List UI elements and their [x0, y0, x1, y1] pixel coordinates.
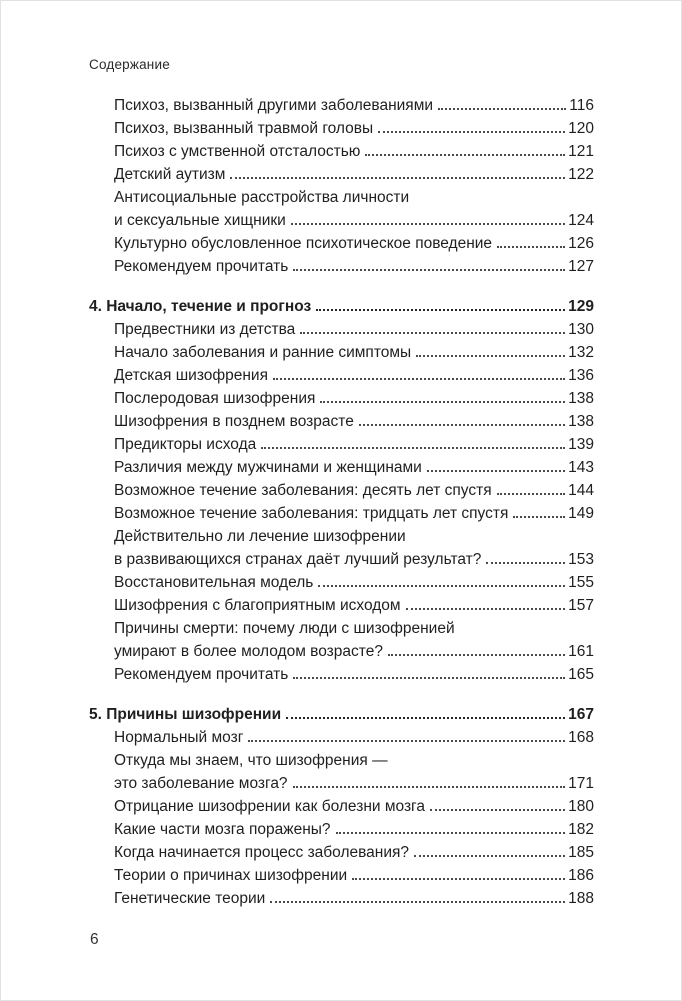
toc-entry	[89, 255, 594, 278]
toc-entry-page-number: 139	[568, 436, 594, 453]
toc-entry-page-number: 138	[568, 413, 594, 430]
toc-entry	[89, 795, 594, 818]
toc-entry-page-number: 185	[568, 844, 594, 861]
toc-entry-text: в развивающихся странах даёт лучший результат?	[114, 551, 482, 568]
toc-entry-page-number: 165	[568, 666, 594, 683]
toc-entry	[89, 617, 594, 663]
page-number: 6	[90, 931, 99, 948]
dot-leader	[359, 424, 565, 426]
toc-entry-page-number: 157	[568, 597, 594, 614]
dot-leader	[261, 447, 565, 449]
toc-entry-line	[114, 726, 594, 749]
toc-group	[89, 94, 594, 278]
toc-entry	[89, 456, 594, 479]
toc-entry-text: Какие части мозга поражены?	[114, 821, 331, 838]
toc-entry-text: Генетические теории	[114, 890, 266, 907]
toc-entry-page-number: 122	[568, 166, 594, 183]
toc-entry	[89, 841, 594, 864]
toc-entry-text: Шизофрения в позднем возрасте	[114, 413, 354, 430]
toc-entry-line	[114, 887, 594, 910]
toc-entry-page-number: 126	[568, 235, 594, 252]
toc-entry-text: Восстановительная модель	[114, 574, 314, 591]
toc-entry-text: Рекомендуем прочитать	[114, 666, 289, 683]
dot-leader	[378, 131, 565, 133]
toc-entry-line	[114, 364, 594, 387]
dot-leader	[438, 108, 566, 110]
toc-entry-line: Причины смерти: почему люди с шизофренией	[114, 620, 455, 637]
toc-entry-line	[114, 864, 594, 887]
toc-entry-text: Теории о причинах шизофрении	[114, 867, 348, 884]
toc-entry-line	[114, 255, 594, 278]
toc-entry-text: Культурно обусловленное психотическое поведение	[114, 235, 493, 252]
toc-entry	[89, 163, 594, 186]
toc-entry-text: Различия между мужчинами и женщинами	[114, 459, 422, 476]
toc-entry-page-number: 121	[568, 143, 594, 160]
dot-leader	[270, 901, 565, 903]
toc-entry	[89, 525, 594, 571]
toc-entry-page-number: 167	[568, 706, 594, 723]
dot-leader	[414, 855, 565, 857]
dot-leader	[427, 470, 565, 472]
toc-entry	[89, 94, 594, 117]
toc-entry-page-number: 153	[568, 551, 594, 568]
toc-entry-line	[114, 140, 594, 163]
toc-entry-line	[114, 772, 594, 795]
toc-entry-text: Шизофрения с благоприятным исходом	[114, 597, 401, 614]
toc-entry-line	[114, 232, 594, 255]
toc-section-heading	[89, 703, 594, 726]
toc-entry-text: Предвестники из детства	[114, 321, 296, 338]
toc-entry-page-number: 120	[568, 120, 594, 137]
toc-entry-page-number: 124	[568, 212, 594, 229]
dot-leader	[293, 269, 565, 271]
dot-leader	[291, 223, 565, 225]
toc-entry	[89, 410, 594, 433]
dot-leader	[416, 355, 565, 357]
toc-entry-text: Послеродовая шизофрения	[114, 390, 316, 407]
toc-entry-page-number: 116	[569, 97, 594, 114]
toc-entry-page-number: 144	[568, 482, 594, 499]
toc-group	[89, 295, 594, 686]
toc-entry	[89, 318, 594, 341]
dot-leader	[430, 809, 565, 811]
toc-entry-text: и сексуальные хищники	[114, 212, 286, 229]
toc-entry-page-number: 136	[568, 367, 594, 384]
toc-entry-line	[114, 548, 594, 571]
toc-entry-line: Антисоциальные расстройства личности	[114, 189, 410, 206]
toc-entry-page-number: 182	[568, 821, 594, 838]
toc-entry-line	[114, 571, 594, 594]
toc-entry-text: Детская шизофрения	[114, 367, 268, 384]
toc-entry-page-number: 171	[568, 775, 594, 792]
toc-entry	[89, 571, 594, 594]
toc-entry	[89, 364, 594, 387]
toc-entry-line	[114, 341, 594, 364]
toc-entry-text: Когда начинается процесс заболевания?	[114, 844, 410, 861]
toc-entry-page-number: 127	[568, 258, 594, 275]
toc-entry	[89, 502, 594, 525]
toc-entry-page-number: 168	[568, 729, 594, 746]
page-header-title: Содержание	[89, 57, 170, 72]
toc-entry-text: это заболевание мозга?	[114, 775, 288, 792]
toc-entry	[89, 387, 594, 410]
dot-leader	[497, 493, 566, 495]
toc-entry-text: умирают в более молодом возрасте?	[114, 643, 383, 660]
toc-entry	[89, 232, 594, 255]
dot-leader	[248, 740, 565, 742]
toc-entry-line	[114, 818, 594, 841]
dot-leader	[286, 717, 565, 719]
toc-entry	[89, 749, 594, 795]
toc-entry-line	[114, 479, 594, 502]
toc-entry-line	[114, 163, 594, 186]
toc-entry-text: Детский аутизм	[114, 166, 226, 183]
toc-entry-page-number: 149	[568, 505, 594, 522]
toc-entry	[89, 663, 594, 686]
toc-entry	[89, 594, 594, 617]
dot-leader	[513, 516, 565, 518]
toc-entry-page-number: 143	[568, 459, 594, 476]
toc-entry-line	[114, 387, 594, 410]
toc-entry-line	[114, 795, 594, 818]
toc-entry-text: Отрицание шизофрении как болезни мозга	[114, 798, 425, 815]
dot-leader	[497, 246, 565, 248]
toc-entry-text: Нормальный мозг	[114, 729, 244, 746]
toc-entry-text: Психоз, вызванный травмой головы	[114, 120, 374, 137]
dot-leader	[273, 378, 565, 380]
toc-entry	[89, 818, 594, 841]
toc-entry	[89, 726, 594, 749]
toc-entry	[89, 186, 594, 232]
dot-leader	[320, 401, 565, 403]
toc-entry-line	[114, 594, 594, 617]
dot-leader	[293, 677, 565, 679]
toc-group	[89, 703, 594, 910]
toc-entry-text: Предикторы исхода	[114, 436, 257, 453]
dot-leader	[486, 562, 565, 564]
toc-entry-line	[114, 410, 594, 433]
toc-entry-page-number: 155	[568, 574, 594, 591]
toc-entry	[89, 479, 594, 502]
dot-leader	[318, 585, 565, 587]
toc-entry-line	[114, 433, 594, 456]
toc-entry-text: Психоз с умственной отсталостью	[114, 143, 361, 160]
toc-entry-page-number: 186	[568, 867, 594, 884]
toc-entry	[89, 887, 594, 910]
dot-leader	[388, 654, 565, 656]
toc-entry-page-number: 138	[568, 390, 594, 407]
toc-entry-text: Психоз, вызванный другими заболеваниями	[114, 97, 434, 114]
toc-entry-page-number: 188	[568, 890, 594, 907]
dot-leader	[230, 177, 565, 179]
dot-leader	[365, 154, 565, 156]
toc-entry-page-number: 130	[568, 321, 594, 338]
toc-entry	[89, 864, 594, 887]
toc-entry-line	[114, 209, 594, 232]
toc-entry-page-number: 180	[568, 798, 594, 815]
toc-entry-line	[114, 117, 594, 140]
toc-entry-text: Начало заболевания и ранние симптомы	[114, 344, 412, 361]
toc-entry	[89, 341, 594, 364]
toc-list	[89, 94, 594, 910]
toc-entry-page-number: 161	[568, 643, 594, 660]
toc-entry-text: Возможное течение заболевания: десять лет спустя	[114, 482, 492, 499]
dot-leader	[316, 309, 565, 311]
toc-entry	[89, 433, 594, 456]
toc-entry-line	[114, 94, 594, 117]
toc-entry-line	[89, 703, 594, 726]
toc-entry-line: Действительно ли лечение шизофрении	[114, 528, 406, 545]
toc-entry-text: 5. Причины шизофрении	[89, 706, 282, 723]
toc-entry-line: Откуда мы знаем, что шизофрения —	[114, 752, 388, 769]
toc-entry-line	[114, 640, 594, 663]
toc-entry	[89, 117, 594, 140]
dot-leader	[336, 832, 566, 834]
dot-leader	[352, 878, 565, 880]
toc-entry-line	[114, 456, 594, 479]
toc-section-heading	[89, 295, 594, 318]
toc-entry-page-number: 132	[568, 344, 594, 361]
toc-entry	[89, 140, 594, 163]
toc-entry-text: Рекомендуем прочитать	[114, 258, 289, 275]
dot-leader	[300, 332, 565, 334]
toc-entry-page-number: 129	[568, 298, 594, 315]
dot-leader	[293, 786, 566, 788]
toc-entry-line	[114, 318, 594, 341]
toc-entry-text: Возможное течение заболевания: тридцать лет спустя	[114, 505, 509, 522]
toc-entry-text: 4. Начало, течение и прогноз	[89, 298, 312, 315]
toc-entry-line	[114, 841, 594, 864]
dot-leader	[406, 608, 566, 610]
toc-entry-line	[114, 502, 594, 525]
toc-entry-line	[114, 663, 594, 686]
toc-entry-line	[89, 295, 594, 318]
